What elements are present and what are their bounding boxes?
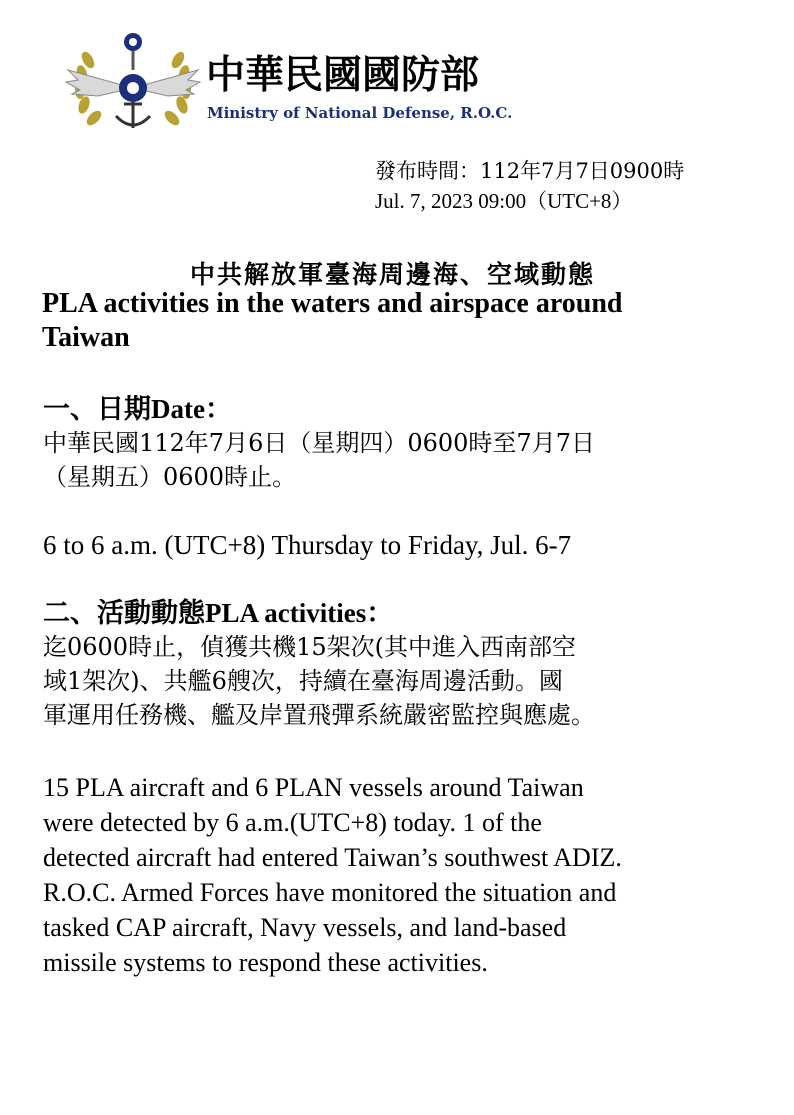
org-name-cn: 中華民國國防部 <box>206 52 480 98</box>
date-text-cn: （星期五）0600時止。 <box>43 463 297 491</box>
activity-text-en <box>43 770 783 980</box>
activity-text-en-line: detected aircraft had entered Taiwan’s southwest ADIZ. <box>43 843 622 872</box>
activity-text-cn: 域1架次)、共艦6艘次，持續在臺海周邊活動。國 <box>43 667 563 695</box>
page-title-cn: 中共解放軍臺海周邊海、空域動態 <box>190 260 596 289</box>
page-title-en-line: PLA activities in the waters and airspace around <box>42 288 623 319</box>
date-heading: 一、日期Date： <box>43 394 232 424</box>
activity-heading: 二、活動動態PLA activities： <box>43 598 394 628</box>
activity-section <box>43 596 783 732</box>
date-section <box>43 392 783 494</box>
activity-text-en-line: tasked CAP aircraft, Navy vessels, and land-based <box>43 913 567 942</box>
release-time-cn: 發布時間：112年7月7日0900時 <box>375 159 685 183</box>
activity-text-en-line: missile systems to respond these activities. <box>43 948 488 977</box>
release-time-en: Jul. 7, 2023 09:00（UTC+8） <box>375 189 633 213</box>
date-text-en-block <box>43 528 783 562</box>
activity-text-en-line: 15 PLA aircraft and 6 PLAN vessels around Taiwan <box>43 773 584 802</box>
activity-text-cn: 軍運用任務機、艦及岸置飛彈系統嚴密監控與應處。 <box>43 701 595 729</box>
date-text-cn: 中華民國112年7月6日（星期四）0600時至7月7日 <box>43 429 595 457</box>
date-text-en: 6 to 6 a.m. (UTC+8) Thursday to Friday, Jul. 6-7 <box>43 530 572 560</box>
activity-text-cn: 迄0600時止，偵獲共機15架次(其中進入西南部空 <box>43 633 576 661</box>
activity-text-en-line: R.O.C. Armed Forces have monitored the situation and <box>43 878 617 907</box>
org-name-en: Ministry of National Defense, R.O.C. <box>207 104 513 122</box>
page-title-en-line: Taiwan <box>42 322 130 353</box>
mnd-emblem-icon <box>58 30 208 140</box>
page-title-en <box>42 287 742 355</box>
release-time <box>375 156 684 216</box>
activity-text-en-line: were detected by 6 a.m.(UTC+8) today. 1 of the <box>43 808 542 837</box>
